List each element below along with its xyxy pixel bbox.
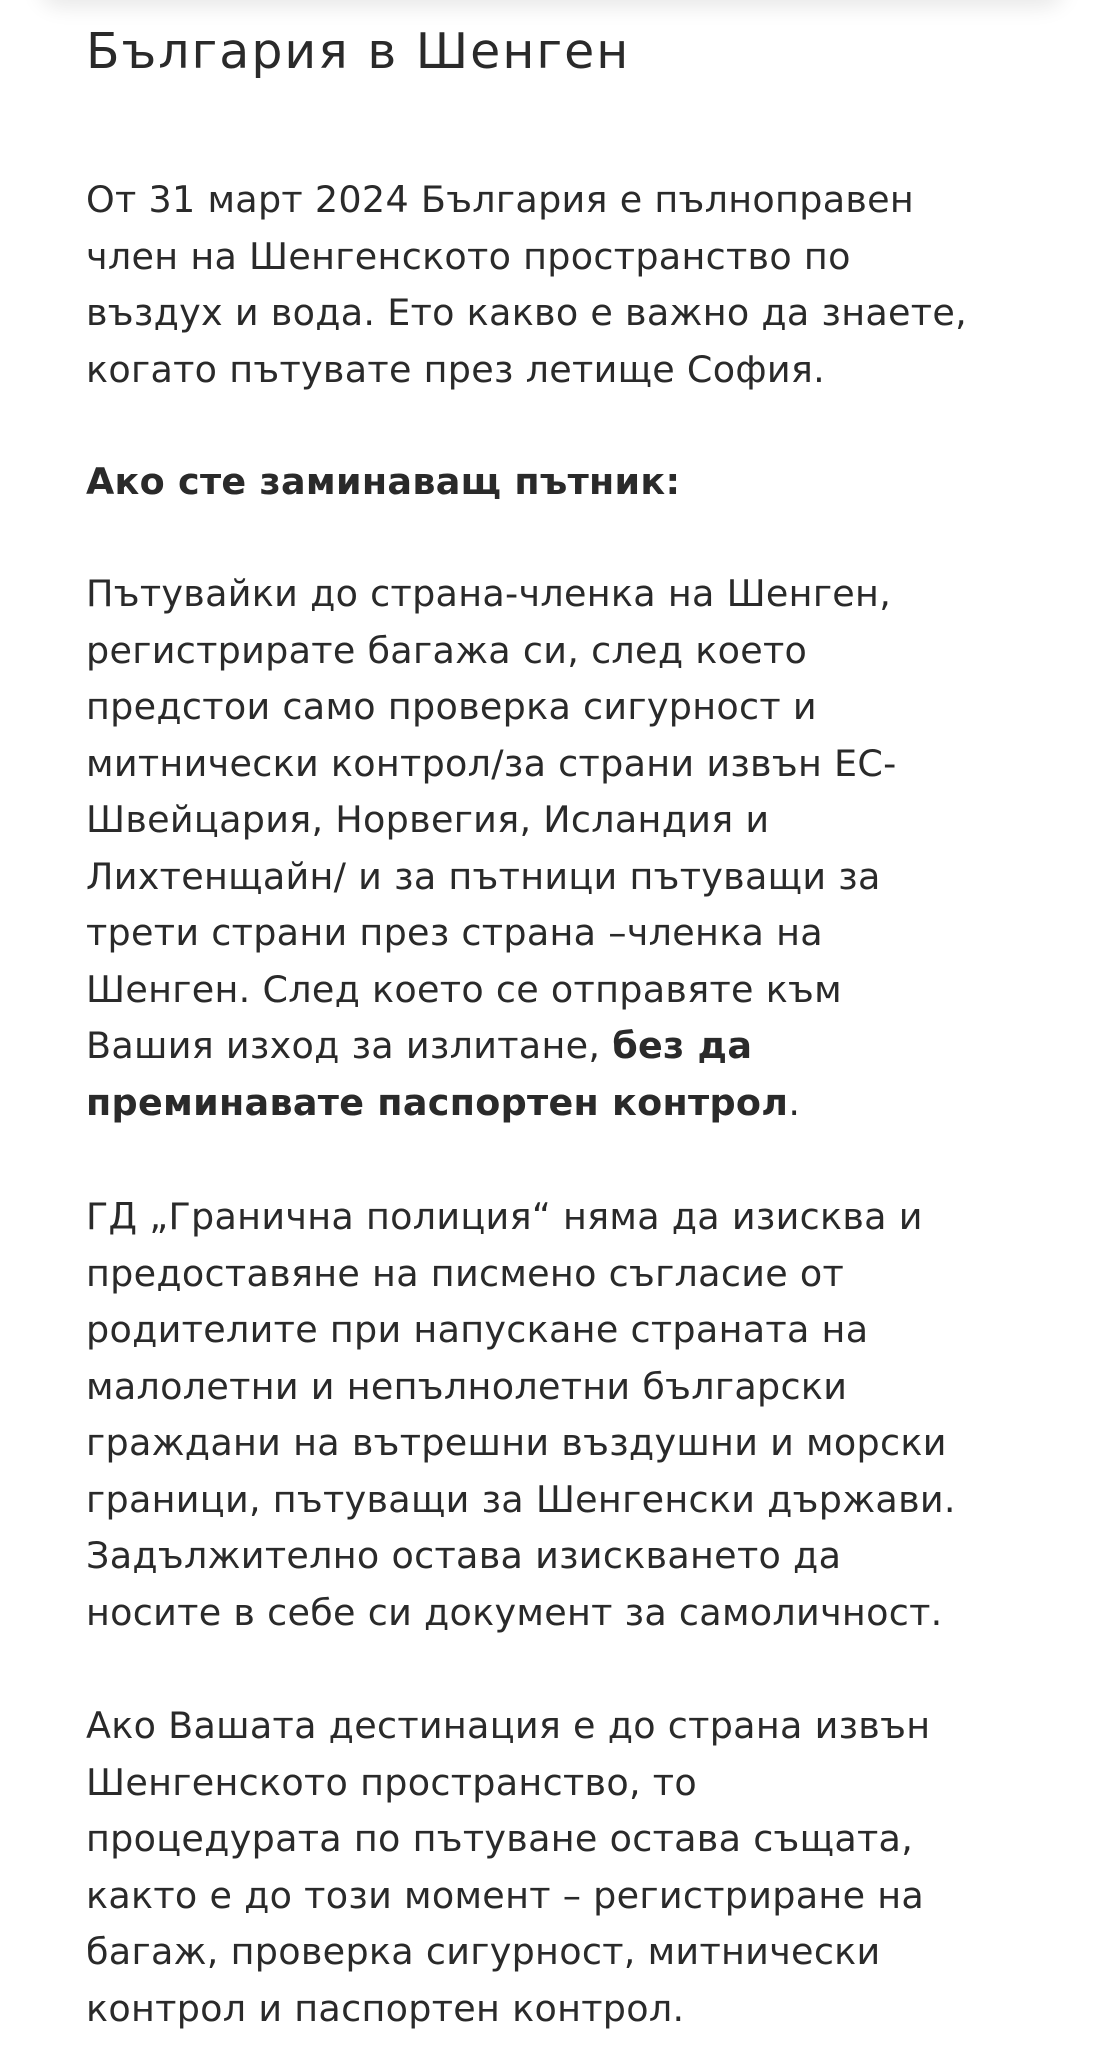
- border-police-paragraph: ГД „Гранична полиция“ няма да изисква и предоставяне на писмено съгласие от родителите при напускане страната на малолетни и непълнолетни български граждани на вътрешни въздушни и морски граници, пътуващи за Шенгенски държави. Задължително остава изискването да носите в себе си документ за самоличност.: [86, 1195, 956, 1634]
- departing-heading: Ако сте заминаващ пътник:: [86, 460, 681, 503]
- outside-schengen-paragraph: Ако Вашата дестинация е до страна извън Шенгенското пространство, то процедурата по пътуване остава същата, както е до този момент – регистриране на багаж, проверка сигурност, митнически контрол и паспортен контрол.: [86, 1704, 931, 2030]
- article-title: България в Шенген: [86, 23, 631, 80]
- intro-paragraph: От 31 март 2024 България е пълноправен член на Шенгенското пространство по въздух и вода. Ето какво е важно да знаете, когато пътувате през летище София.: [86, 178, 968, 391]
- departing-bold-text: без да преминавате паспортен контрол: [86, 1024, 789, 1124]
- departing-text: Пътувайки до страна-членка на Шенген, регистрирате багажа си, след което предстои само проверка сигурност и митнически контрол/за страни извън ЕС- Швейцария, Норвегия, Исландия и Лихтенщайн/ и за пътници пътуващи за трети страни през страна –членка на Шенген. След което се отправяте към Вашия изход за излитане,: [86, 572, 897, 1067]
- departing-end: .: [788, 1080, 801, 1124]
- departing-paragraph: [86, 566, 1046, 1131]
